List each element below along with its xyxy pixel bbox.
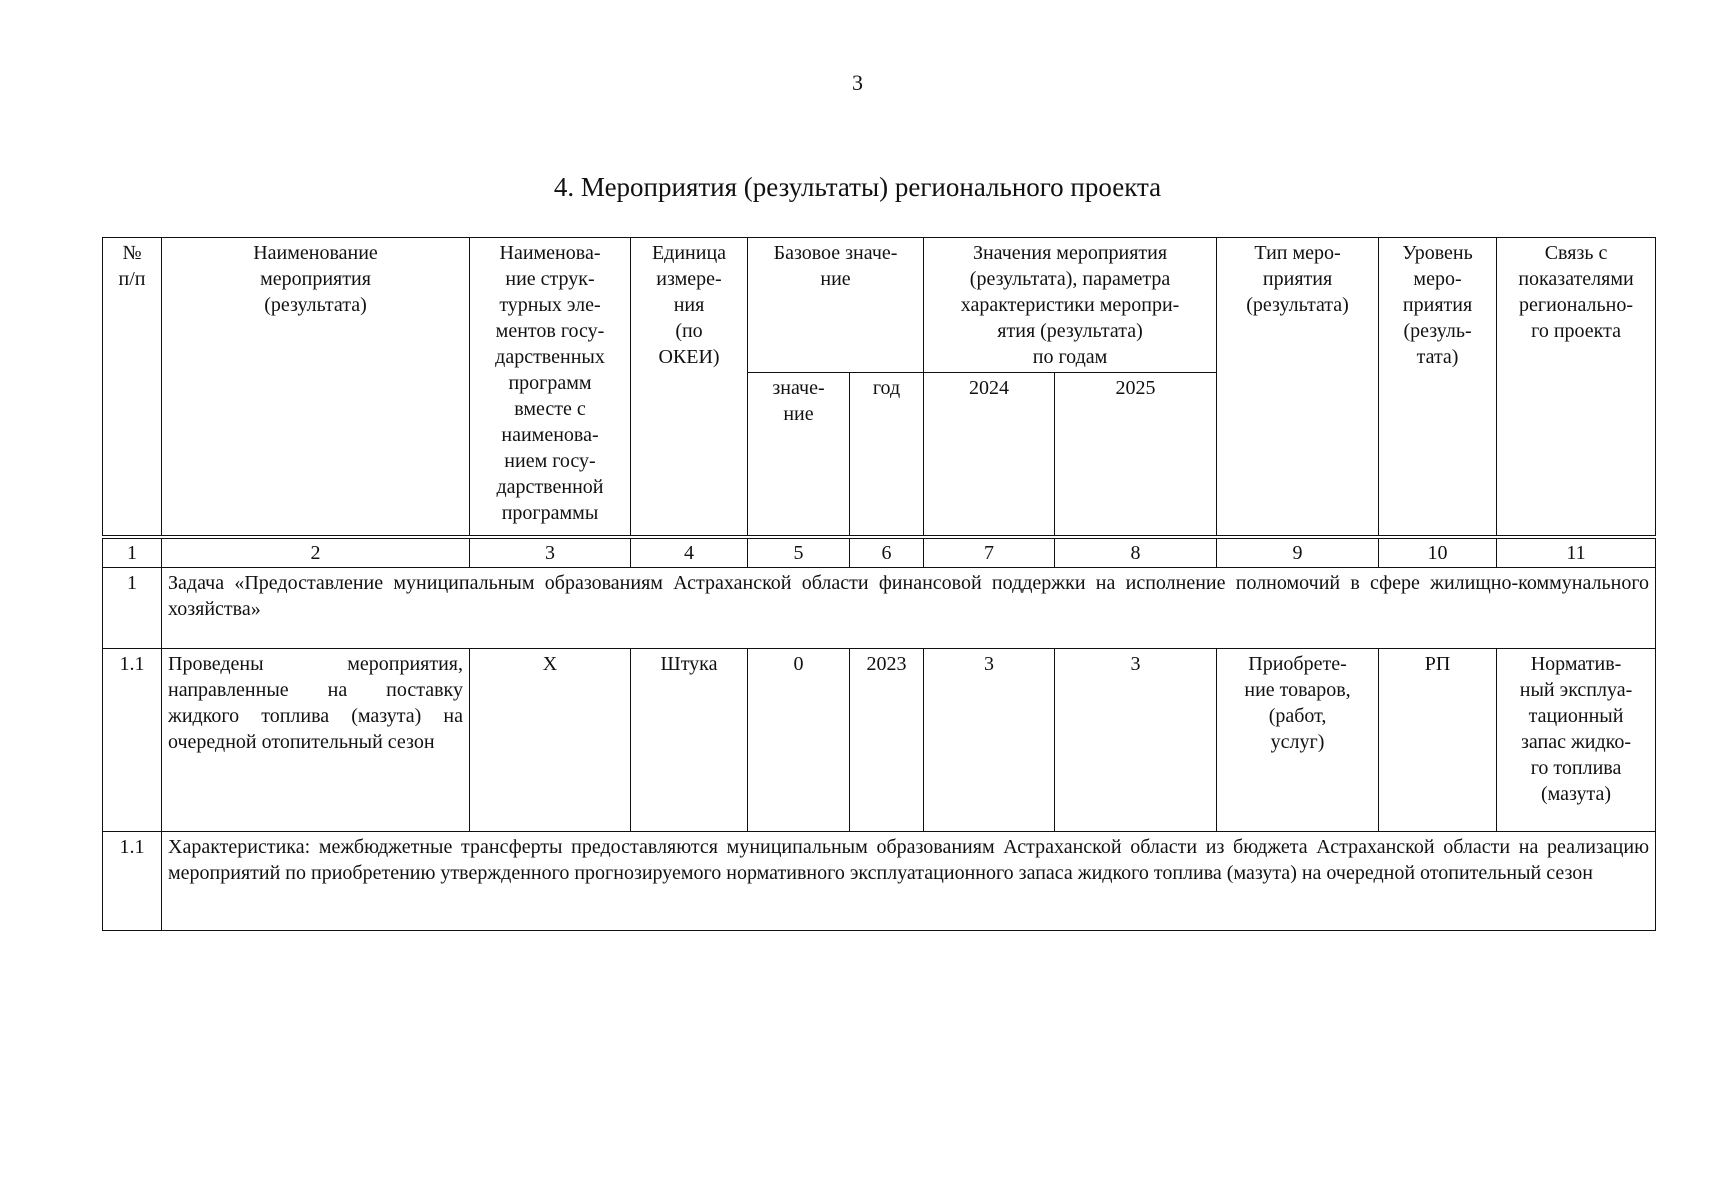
column-number: 4	[631, 537, 748, 568]
header-col-unit	[631, 238, 748, 538]
cell-line: Тип меро-	[1254, 242, 1341, 264]
header-col-2025: 2025	[1055, 373, 1217, 538]
cell-line: запас жидко-	[1521, 731, 1632, 753]
header-col-number	[103, 238, 162, 538]
cell-line: №	[122, 242, 142, 264]
cell-line: (резуль-	[1403, 320, 1472, 342]
cell-line: услуг)	[1270, 731, 1325, 753]
characteristic-text: Характеристика: межбюджетные трансферты предоставляются муниципальным образованиям Астраханской области из бюджета Астраханской области на реализацию мероприятий по приобретению утвержденного прогнозируемого нормативного эксплуатационного запаса жидкого топлива (мазута) на очередной отопительный сезон	[162, 832, 1656, 931]
cell-line: ятия (результата)	[997, 320, 1143, 342]
cell-line: программ	[508, 372, 592, 394]
cell-line: (мазута)	[1541, 783, 1612, 805]
cell-line: ние товаров,	[1244, 679, 1351, 701]
cell-line: ние	[820, 268, 851, 290]
cell-line: го проекта	[1531, 320, 1621, 342]
cell-line: приятия	[1262, 268, 1333, 290]
cell-line: ния	[673, 294, 705, 316]
cell-line: ние	[783, 403, 814, 425]
column-number: 8	[1055, 537, 1217, 568]
measures-table	[102, 237, 1656, 931]
column-number: 2	[162, 537, 470, 568]
column-number: 10	[1379, 537, 1497, 568]
cell-line: (результата), параметра	[969, 268, 1171, 290]
item-base-year: 2023	[850, 649, 924, 832]
cell-line: наименова-	[501, 424, 599, 446]
cell-line: вместе с	[514, 398, 586, 420]
column-numbers-row	[103, 537, 1656, 568]
cell-line: го топлива	[1530, 757, 1622, 779]
column-number: 3	[470, 537, 631, 568]
header-group-values-by-year	[924, 238, 1217, 373]
characteristic-number: 1.1	[103, 832, 162, 931]
column-number: 11	[1497, 537, 1656, 568]
task-text: Задача «Предоставление муниципальным образованиям Астраханской области финансовой поддержки на исполнение полномочий в сфере жилищно-коммунального хозяйства»	[162, 568, 1656, 649]
cell-line: приятия	[1402, 294, 1473, 316]
header-col-link	[1497, 238, 1656, 538]
characteristic-row	[103, 832, 1656, 931]
cell-line: мероприятия	[260, 268, 371, 290]
header-col-base-value	[748, 373, 850, 538]
item-name: Проведены мероприятия, направленные на поставку жидкого топлива (мазута) на очередной отопительный сезон	[162, 649, 470, 832]
header-group-base-value	[748, 238, 924, 373]
item-unit: Штука	[631, 649, 748, 832]
cell-line: Единица	[651, 242, 727, 264]
cell-line: (работ,	[1268, 705, 1327, 727]
column-number: 9	[1217, 537, 1379, 568]
column-number: 7	[924, 537, 1055, 568]
header-col-2024: 2024	[924, 373, 1055, 538]
cell-line: характеристики меропри-	[960, 294, 1180, 316]
cell-line: ный эксплуа-	[1519, 679, 1633, 701]
item-number: 1.1	[103, 649, 162, 832]
item-level: РП	[1379, 649, 1497, 832]
cell-line: измере-	[656, 268, 722, 290]
item-link	[1497, 649, 1656, 832]
item-type	[1217, 649, 1379, 832]
cell-line: Базовое значе-	[773, 242, 898, 264]
cell-line: нием госу-	[504, 450, 596, 472]
header-col-base-year: год	[850, 373, 924, 538]
header-col-name	[162, 238, 470, 538]
cell-line: Наименова-	[499, 242, 601, 264]
header-col-type	[1217, 238, 1379, 538]
cell-line: (результата)	[1246, 294, 1349, 316]
task-number: 1	[103, 568, 162, 649]
cell-line: меро-	[1413, 268, 1462, 290]
cell-line: тата)	[1416, 346, 1459, 368]
item-value-2024: 3	[924, 649, 1055, 832]
header-row-1	[103, 238, 1656, 373]
cell-line: показателями	[1518, 268, 1634, 290]
column-number: 5	[748, 537, 850, 568]
cell-line: ментов госу-	[495, 320, 605, 342]
cell-line: Связь с	[1544, 242, 1608, 264]
cell-line: Уровень	[1402, 242, 1473, 264]
header-col-level	[1379, 238, 1497, 538]
item-value-2025: 3	[1055, 649, 1217, 832]
cell-line: ние струк-	[505, 268, 595, 290]
cell-line: турных эле-	[499, 294, 601, 316]
cell-line: значе-	[772, 377, 825, 399]
cell-line: Норматив-	[1530, 653, 1622, 675]
column-number: 6	[850, 537, 924, 568]
cell-line: регионально-	[1519, 294, 1634, 316]
cell-line: программы	[501, 502, 599, 524]
cell-line: (по	[675, 320, 703, 342]
cell-line: п/п	[118, 268, 146, 290]
cell-line: Наименование	[253, 242, 378, 264]
cell-line: тационный	[1528, 705, 1624, 727]
cell-line: дарственных	[495, 346, 605, 368]
cell-line: дарственной	[496, 476, 604, 498]
cell-line: Приобрете-	[1248, 653, 1347, 675]
column-number: 1	[103, 537, 162, 568]
cell-line: ОКЕИ)	[658, 346, 720, 368]
item-structural-elements: Х	[470, 649, 631, 832]
item-row	[103, 649, 1656, 832]
section-title: 4. Мероприятия (результаты) регионального проекта	[553, 172, 1162, 202]
page-number: 3	[852, 70, 863, 95]
cell-line: Значения мероприятия	[972, 242, 1168, 264]
cell-line: по годам	[1032, 346, 1108, 368]
task-row	[103, 568, 1656, 649]
cell-line: (результата)	[264, 294, 367, 316]
item-base-value: 0	[748, 649, 850, 832]
header-col-structural-elements	[470, 238, 631, 538]
